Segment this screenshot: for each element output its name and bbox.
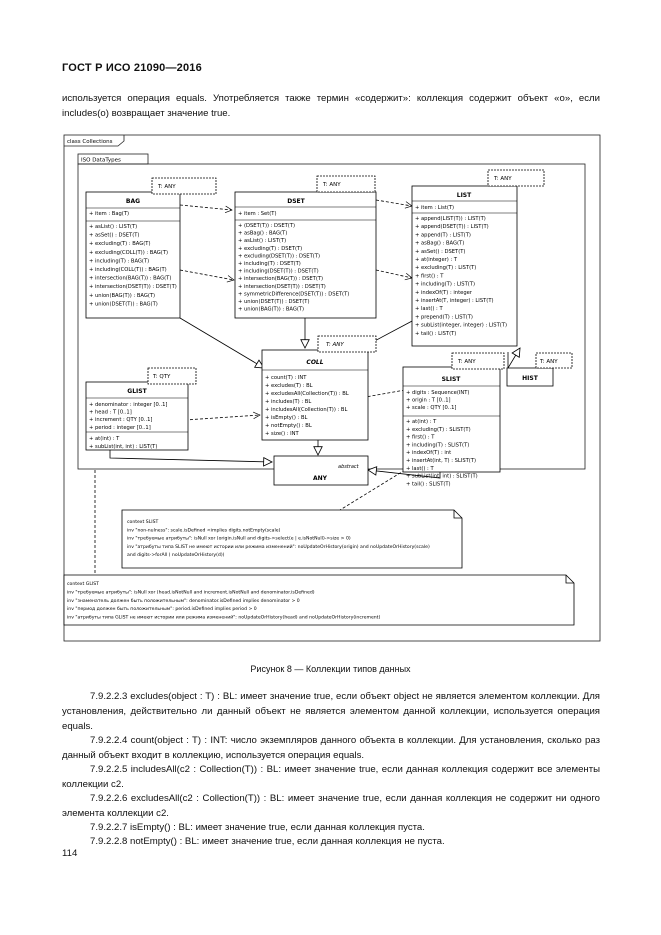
glist-attribute-0: + denominator : integer [0..1] xyxy=(89,402,168,408)
bag-operation-5: + including(COLL(T)) : BAG(T) xyxy=(89,267,167,273)
slist-operation-1: + excluding(T) : SLIST(T) xyxy=(406,426,471,433)
list-operation-14: + tail() : LIST(T) xyxy=(415,330,457,337)
slist-attribute-1: + origin : T [0..1] xyxy=(406,397,451,404)
page-number: 114 xyxy=(62,848,78,859)
class-hist xyxy=(507,353,572,386)
class-dset xyxy=(235,176,376,318)
list-param: T: ANY xyxy=(494,176,512,182)
note2-line-4: inv "атрибуты типа GLIST не имеют истории или режима изменений": noUpdateOrHistory(head) and noUpdateOrHistory(increment) xyxy=(67,615,381,621)
list-operation-0: + append(LIST(T)) : LIST(T) xyxy=(415,216,486,222)
dset-operation-1: + asBag() : BAG(T) xyxy=(238,230,288,237)
bag-operation-7: + intersection(DSET(T)) : DSET(T) xyxy=(89,284,177,291)
paragraph-count: 7.9.2.2.4 count(object : T) : INT: число экземпляров данного объекта в коллекции. Для установления, сколько раз данный объект входит в коллекцию, используется операция equals. xyxy=(62,735,600,761)
list-operation-9: + indexOf(T) : integer xyxy=(415,289,472,296)
class-glist xyxy=(86,368,196,450)
bag-depends-dset xyxy=(180,205,232,210)
list-operation-13: + subList(integer, integer) : LIST(T) xyxy=(415,322,507,329)
class-any xyxy=(274,456,368,485)
bag-operation-2: + excluding(T) : BAG(T) xyxy=(89,241,151,248)
slist-attribute-0: + digits : Sequence(INT) xyxy=(406,390,470,396)
bag-depends-dset-2 xyxy=(180,270,234,280)
note1-line-4: and digits->forAll ( noUpdateOrHistory(d)) xyxy=(127,553,225,559)
bag-operation-8: + union(BAG(T)) : BAG(T) xyxy=(89,292,156,299)
bag-operation-3: + excluding(COLL(T)) : BAG(T) xyxy=(89,249,169,256)
hist-param: T: ANY xyxy=(540,359,558,365)
dset-operation-0: + (DSET(T)) : DSET(T) xyxy=(238,223,295,229)
bag-name: BAG xyxy=(125,198,141,205)
dset-operation-10: + union(DSET(T)) : DSET(T) xyxy=(238,299,310,305)
paragraph-excludesall: 7.9.2.2.6 excludesAll(c2 : Collection(T)) : BL: имеет значение true, если данная коллекция не содержит ни одного элемента коллекции c2. xyxy=(62,793,600,819)
slist-operation-8: + tail() : SLIST(T) xyxy=(406,481,451,488)
coll-operation-2: + excludesAll(Collection(T)) : BL xyxy=(265,391,349,397)
slist-operation-2: + first() : T xyxy=(406,434,435,441)
list-operation-10: + insertAt(T, integer) : LIST(T) xyxy=(415,298,494,304)
paragraph-isempty: 7.9.2.2.7 isEmpty() : BL: имеет значение true, если данная коллекция пуста. xyxy=(90,822,425,833)
slist-operation-0: + at(int) : T xyxy=(406,419,437,425)
dset-operation-6: + including(DSET(T)) : DSET(T) xyxy=(238,268,319,275)
bag-operation-0: + asList() : LIST(T) xyxy=(89,224,138,230)
any-stereotype: abstract xyxy=(338,464,359,470)
slist-param: T: ANY xyxy=(458,359,476,365)
bag-generalizes-coll xyxy=(180,318,264,368)
coll-operation-7: + size() : INT xyxy=(265,431,299,437)
note1-line-2: inv "требуемые атрибуты": isNull xor (origin.isNull and digits->select(e | e.isNotNull)->size > 0) xyxy=(127,536,351,542)
glist-name: GLIST xyxy=(127,388,147,395)
note1-line-3: inv "атрибуты типа SLIST не имеют истории или режима изменений": noUpdateOrHistory(origin) and noUpdateOrHistory(scale) xyxy=(127,544,430,550)
note1-line-0: context SLIST xyxy=(127,520,159,525)
slist-operation-7: + subList(int, int) : SLIST(T) xyxy=(406,473,478,480)
ocl-note-slist xyxy=(122,510,462,568)
any-name: ANY xyxy=(312,475,328,482)
coll-operation-4: + includesAll(Collection(T)) : BL xyxy=(265,407,348,413)
list-operation-1: + append(DSET(T)) : LIST(T) xyxy=(415,224,489,231)
list-operation-12: + prepend(T) : LIST(T) xyxy=(415,314,473,321)
coll-operation-6: + notEmpty() : BL xyxy=(265,423,312,429)
slist-operation-4: + indexOf(T) : int xyxy=(406,450,452,457)
coll-param: T: ANY xyxy=(326,342,344,348)
dset-param: T: ANY xyxy=(323,182,341,188)
paragraph-includesall: 7.9.2.2.5 includesAll(c2 : Collection(T)) : BL: имеет значение true, если данная коллекция содержит все элементы коллекции c2. xyxy=(62,764,600,790)
dset-operation-9: + symmetricDifference(DSET(T)) : DSET(T) xyxy=(238,291,350,298)
list-attribute-0: + item : List(T) xyxy=(415,205,455,211)
coll-operation-3: + includes(T) : BL xyxy=(265,399,312,405)
class-slist xyxy=(403,353,504,487)
dset-depends-list xyxy=(376,200,412,206)
bag-operation-1: + asSet() : DSET(T) xyxy=(89,232,140,239)
list-operation-11: + last() : T xyxy=(415,306,443,313)
list-operation-7: + first() : T xyxy=(415,273,444,280)
dset-depends-list-2 xyxy=(376,270,412,278)
frame-label: class Collections xyxy=(67,139,113,145)
list-operation-3: + asBag() : BAG(T) xyxy=(415,240,465,247)
dset-operation-3: + excluding(T) : DSET(T) xyxy=(238,245,303,252)
glist-attribute-3: + period : integer [0..1] xyxy=(89,424,151,431)
list-operation-5: + at(integer) : T xyxy=(415,257,458,263)
coll-name: COLL xyxy=(306,359,324,366)
class-bag xyxy=(86,178,216,318)
figure-caption: Рисунок 8 — Коллекции типов данных xyxy=(250,664,411,674)
paragraph-notempty: 7.9.2.2.8 notEmpty() : BL: имеет значение true, если данная коллекция не пуста. xyxy=(90,836,445,847)
hist-name: HIST xyxy=(522,375,538,382)
dset-operation-11: + union(BAG(T)) : BAG(T) xyxy=(238,306,305,313)
glist-generalizes-any xyxy=(110,450,272,462)
paragraph-excludes: 7.9.2.2.3 excludes(object : T) : BL: имеет значение true, если объект object не является элементом коллекции. Для установления, действительно ли данный объект не является элементом данной коллекции, используется операция equals. xyxy=(62,691,600,732)
coll-operation-5: + isEmpty() : BL xyxy=(265,415,308,421)
note2-line-1: inv "требуемые атрибуты": isNull xor (head.isNotNull and increment.isNotNull and denominator.isDefined) xyxy=(67,590,315,596)
dset-operation-5: + including(T) : DSET(T) xyxy=(238,261,301,267)
list-operation-2: + append(T) : LIST(T) xyxy=(415,232,471,239)
dset-operation-2: + asList() : LIST(T) xyxy=(238,238,287,245)
glist-operation-0: + at(int) : T xyxy=(89,436,120,442)
bag-operation-6: + intersection(BAG(T)) : BAG(T) xyxy=(89,275,172,282)
coll-operation-0: + count(T) : INT xyxy=(265,375,307,381)
glist-depends-coll xyxy=(185,415,260,420)
coll-operation-1: + excludes(T) : BL xyxy=(265,383,313,389)
package-label: ISO DataTypes xyxy=(81,157,121,164)
glist-attribute-2: + increment : QTY [0..1] xyxy=(89,417,153,424)
glist-attribute-1: + head : T [0..1] xyxy=(89,409,132,416)
dset-name: DSET xyxy=(287,198,305,205)
list-operation-8: + including(T) : LIST(T) xyxy=(415,281,475,288)
bag-operation-4: + including(T) : BAG(T) xyxy=(89,258,150,265)
bag-param: T: ANY xyxy=(158,184,176,190)
dset-operation-8: + intersection(DSET(T)) : DSET(T) xyxy=(238,283,326,290)
ocl-note-glist xyxy=(64,575,574,625)
bag-operation-9: + union(DSET(T)) : BAG(T) xyxy=(89,301,158,308)
list-operation-4: + asSet() : DSET(T) xyxy=(415,248,466,255)
note2-line-0: context GLIST xyxy=(67,582,99,587)
dset-operation-4: + excluding(DSET(T)) : DSET(T) xyxy=(238,253,320,260)
list-name: LIST xyxy=(456,192,472,199)
slist-name: SLIST xyxy=(441,376,461,383)
dset-attribute-0: + item : Set(T) xyxy=(238,211,277,217)
intro-paragraph: используется операция equals. Употребляется также термин «содержит»: коллекция содержит объект «о», если includes(o) возвращает значение true. xyxy=(62,93,600,119)
slist-attribute-2: + scale : QTY [0..1] xyxy=(406,405,457,412)
slist-operation-5: + insertAt(int, T) : SLIST(T) xyxy=(406,458,476,464)
glist-operation-1: + subList(int, int) : LIST(T) xyxy=(89,444,158,450)
note1-line-1: inv "non-nulness": scale.isDefined <implies digits.notEmpty(scale) xyxy=(127,528,281,534)
list-operation-6: + excluding(T) : LIST(T) xyxy=(415,265,477,272)
class-coll xyxy=(262,336,376,440)
document-header: ГОСТ Р ИСО 21090—2016 xyxy=(62,62,202,74)
slist-operation-6: + last() : T xyxy=(406,465,434,472)
hist-generalizes-list xyxy=(508,348,520,368)
dset-operation-7: + intersection(BAG(T)) : DSET(T) xyxy=(238,276,324,283)
glist-param: T: QTY xyxy=(153,374,171,380)
note2-line-2: inv "знаменатель должен быть положительным": denominator.isDefined implies denominator > 0 xyxy=(67,598,300,604)
bag-attribute-0: + item : Bag(T) xyxy=(89,211,130,217)
slist-operation-3: + including(T) : SLIST(T) xyxy=(406,442,470,449)
class-list xyxy=(412,170,544,346)
note2-line-3: inv "период должен быть положительным": period.isDefined implies period > 0 xyxy=(67,607,257,613)
